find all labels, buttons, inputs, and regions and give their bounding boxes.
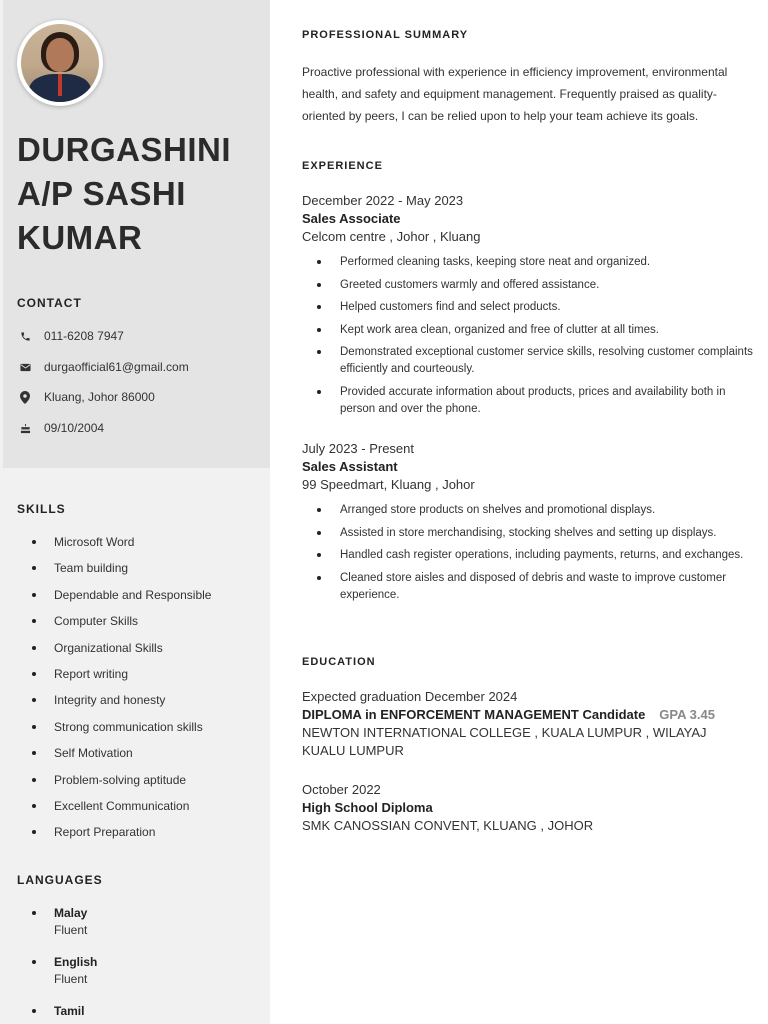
contact-birthdate-text: 09/10/2004: [44, 421, 105, 435]
summary-heading: PROFESSIONAL SUMMARY: [302, 29, 469, 41]
language-name: Malay: [54, 906, 88, 920]
contact-phone: [17, 328, 124, 344]
contact-location-text: Kluang, Johor 86000: [44, 390, 155, 404]
list-item: Kept work area clean, organized and free of clutter at all times.: [302, 322, 757, 339]
language-level: Fluent: [54, 923, 88, 937]
job-company: Celcom centre , Johor , Kluang: [302, 229, 481, 244]
contact-heading: CONTACT: [17, 296, 82, 310]
contact-birthdate: [17, 420, 104, 436]
list-item: Performed cleaning tasks, keeping store neat and organized.: [302, 254, 757, 271]
list-item: Computer Skills: [30, 613, 211, 639]
list-item: Self Motivation: [30, 745, 211, 771]
job-date: July 2023 - Present: [302, 441, 415, 456]
list-item: Microsoft Word: [30, 534, 211, 560]
list-item: Integrity and honesty: [30, 692, 211, 718]
list-item: Team building: [30, 560, 211, 586]
list-item: Problem-solving aptitude: [30, 772, 211, 798]
language-item: [30, 905, 97, 954]
list-item: Excellent Communication: [30, 798, 211, 824]
job-bullets: [302, 502, 757, 604]
list-item: Greeted customers warmly and offered assistance.: [302, 277, 757, 294]
contact-location: [17, 389, 155, 405]
list-item: Report writing: [30, 666, 211, 692]
list-item: Handled cash register operations, including payments, returns, and exchanges.: [302, 547, 757, 564]
name-line: DURGASHINI: [17, 131, 232, 168]
education-date: Expected graduation December 2024: [302, 689, 518, 704]
list-item: Organizational Skills: [30, 640, 211, 666]
education-date: October 2022: [302, 782, 381, 797]
job-title: Sales Associate: [302, 211, 401, 226]
language-level: Fluent: [54, 972, 88, 986]
profile-photo: [21, 24, 99, 102]
location-pin-icon: [17, 390, 33, 404]
avatar: [17, 20, 103, 106]
education-school: SMK CANOSSIAN CONVENT, KLUANG , JOHOR: [302, 818, 594, 833]
name-line: KUMAR: [17, 219, 143, 256]
skills-list: [30, 534, 211, 851]
education-title: High School Diploma: [302, 800, 433, 815]
job-title: Sales Assistant: [302, 459, 398, 474]
list-item: Demonstrated exceptional customer service skills, resolving customer complaints efficiently and courteously.: [302, 344, 757, 378]
education-title: DIPLOMA in ENFORCEMENT MANAGEMENT Candidate: [302, 707, 646, 722]
list-item: Provided accurate information about products, prices and availability both in person and over the phone.: [302, 384, 757, 418]
list-item: Report Preparation: [30, 824, 211, 850]
languages-heading: LANGUAGES: [17, 873, 103, 887]
summary-text: Proactive professional with experience in efficiency improvement, environmental health, and safety and equipment management. Frequently praised as quality-oriented by peers, I can be relied upon to help your team achieve its goals.: [302, 65, 728, 123]
job-entry: [302, 440, 757, 609]
list-item: Helped customers find and select products.: [302, 299, 757, 316]
job-company: 99 Speedmart, Kluang , Johor: [302, 477, 475, 492]
list-item: Cleaned store aisles and disposed of debris and waste to improve customer experience.: [302, 570, 757, 604]
education-heading: EDUCATION: [302, 656, 376, 668]
contact-email: [17, 359, 189, 375]
candidate-name: [17, 128, 267, 260]
languages-list: [30, 905, 97, 1024]
list-item: Dependable and Responsible: [30, 587, 211, 613]
education-entry: [302, 688, 742, 760]
language-name: Tamil: [54, 1004, 85, 1018]
job-entry: [302, 192, 757, 423]
contact-phone-text: 011-6208 7947: [44, 329, 124, 343]
language-name: English: [54, 955, 98, 969]
job-bullets: [302, 254, 757, 418]
birthday-cake-icon: [17, 421, 33, 435]
education-entry: [302, 781, 742, 835]
sidebar: [0, 0, 270, 1024]
list-item: Arranged store products on shelves and promotional displays.: [302, 502, 757, 519]
gpa-badge: GPA 3.45: [659, 707, 715, 722]
experience-heading: EXPERIENCE: [302, 160, 383, 172]
language-item: [30, 954, 97, 1003]
contact-email-text: durgaofficial61@gmail.com: [44, 360, 189, 374]
skills-heading: SKILLS: [17, 502, 66, 516]
list-item: Assisted in store merchandising, stocking shelves and setting up displays.: [302, 525, 757, 542]
list-item: Strong communication skills: [30, 719, 211, 745]
education-school: NEWTON INTERNATIONAL COLLEGE , KUALA LUMPUR , WILAYAJ KUALU LUMPUR: [302, 725, 707, 758]
job-date: December 2022 - May 2023: [302, 193, 464, 208]
language-item: [30, 1003, 97, 1024]
name-line: A/P SASHI: [17, 175, 186, 212]
phone-icon: [17, 329, 33, 343]
mail-icon: [17, 360, 33, 374]
